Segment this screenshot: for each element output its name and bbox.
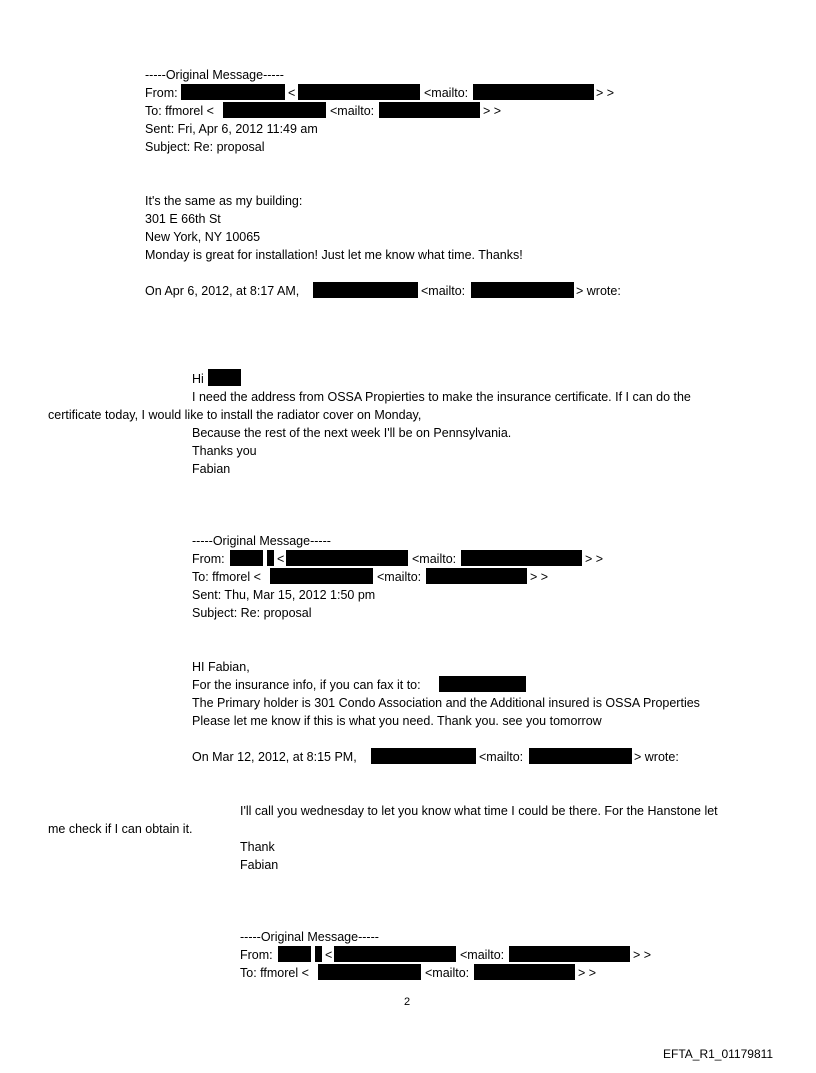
redaction-bar	[208, 369, 241, 386]
to-label: To: ffmorel <	[240, 966, 309, 980]
quote-attribution: On Apr 6, 2012, at 8:17 AM,	[145, 284, 300, 298]
angle-close: > >	[596, 86, 615, 100]
redaction-bar	[286, 550, 408, 566]
redaction-bar	[471, 282, 574, 298]
body-line: For the insurance info, if you can fax it to:	[192, 678, 421, 692]
subject-line: Subject: Re: proposal	[145, 140, 265, 154]
quote-attribution: On Mar 12, 2012, at 8:15 PM,	[192, 750, 357, 764]
redaction-bar	[509, 946, 630, 962]
body-line: Please let me know if this is what you need. Thank you. see you tomorrow	[192, 714, 602, 728]
redaction-bar	[270, 568, 373, 584]
body-line: I need the address from OSSA Propierties to make the insurance certificate. If I can do the	[192, 390, 691, 404]
mailto-label: <mailto:	[460, 948, 505, 962]
angle-close: > >	[585, 552, 604, 566]
body-line: It's the same as my building:	[145, 194, 303, 208]
angle-close: > >	[530, 570, 549, 584]
body-line-wrap: me check if I can obtain it.	[48, 822, 193, 836]
greeting: Hi	[192, 372, 204, 386]
body-line: Thanks you	[192, 444, 257, 458]
angle-open: <	[288, 86, 296, 100]
mailto-label: <mailto:	[377, 570, 422, 584]
redaction-bar	[298, 84, 420, 100]
redaction-bar	[461, 550, 582, 566]
body-line: 301 E 66th St	[145, 212, 221, 226]
to-label: To: ffmorel <	[145, 104, 214, 118]
from-label: From:	[145, 86, 178, 100]
sent-line: Sent: Thu, Mar 15, 2012 1:50 pm	[192, 588, 376, 602]
original-message-header: -----Original Message-----	[240, 930, 379, 944]
document-id: EFTA_R1_01179811	[663, 1047, 774, 1061]
redaction-bar	[334, 946, 456, 962]
redaction-bar	[379, 102, 480, 118]
redaction-bar	[313, 282, 418, 298]
from-label: From:	[240, 948, 273, 962]
body-line: The Primary holder is 301 Condo Association and the Additional insured is OSSA Properties	[192, 696, 700, 710]
redaction-bar	[278, 946, 311, 962]
subject-line: Subject: Re: proposal	[192, 606, 312, 620]
mailto-label: <mailto:	[421, 284, 466, 298]
mailto-label: <mailto:	[424, 86, 469, 100]
to-label: To: ffmorel <	[192, 570, 261, 584]
redaction-bar	[474, 964, 575, 980]
signature: Fabian	[192, 462, 231, 476]
angle-open: <	[277, 552, 285, 566]
mailto-label: <mailto:	[412, 552, 457, 566]
redaction-bar	[473, 84, 594, 100]
body-line: Monday is great for installation! Just let me know what time. Thanks!	[145, 248, 523, 262]
page-number: 2	[404, 996, 411, 1008]
body-line: New York, NY 10065	[145, 230, 261, 244]
redaction-bar	[181, 84, 285, 100]
angle-close: > >	[633, 948, 652, 962]
redaction-bar	[223, 102, 326, 118]
mailto-label: <mailto:	[330, 104, 375, 118]
body-line: Thank	[240, 840, 275, 854]
signature: Fabian	[240, 858, 279, 872]
original-message-header: -----Original Message-----	[145, 68, 284, 82]
mailto-label: <mailto:	[479, 750, 524, 764]
mailto-label: <mailto:	[425, 966, 470, 980]
original-message-header: -----Original Message-----	[192, 534, 331, 548]
angle-close: > >	[483, 104, 502, 118]
body-line: Because the rest of the next week I'll be on Pennsylvania.	[192, 426, 512, 440]
quote-wrote: > wrote:	[634, 750, 679, 764]
quote-wrote: > wrote:	[576, 284, 621, 298]
redaction-bar	[267, 550, 274, 566]
body-line: I'll call you wednesday to let you know what time I could be there. For the Hanstone let	[240, 804, 718, 818]
from-label: From:	[192, 552, 225, 566]
redaction-bar	[315, 946, 322, 962]
angle-close: > >	[578, 966, 597, 980]
redaction-bar	[371, 748, 476, 764]
greeting: HI Fabian,	[192, 660, 250, 674]
sent-line: Sent: Fri, Apr 6, 2012 11:49 am	[145, 122, 318, 136]
angle-open: <	[325, 948, 333, 962]
redaction-bar	[439, 676, 526, 692]
redaction-bar	[318, 964, 421, 980]
redaction-bar	[426, 568, 527, 584]
redaction-bar	[529, 748, 632, 764]
body-line-wrap: certificate today, I would like to install the radiator cover on Monday,	[48, 408, 422, 422]
redaction-bar	[230, 550, 263, 566]
